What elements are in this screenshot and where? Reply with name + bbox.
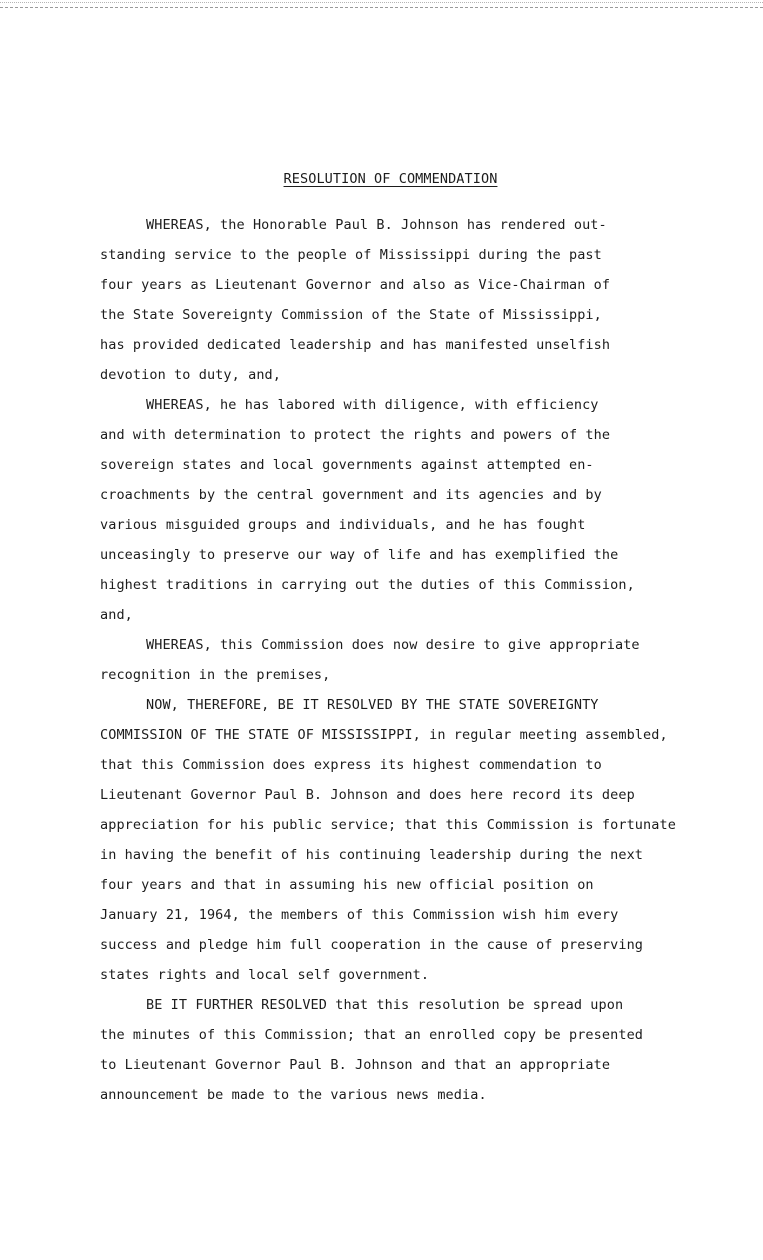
paragraph-now-therefore — [100, 690, 740, 990]
text-line: and, — [100, 607, 133, 623]
text-line: BE IT FURTHER RESOLVED that this resolution be spread upon — [146, 997, 624, 1013]
text-line: Lieutenant Governor Paul B. Johnson and does here record its deep — [100, 787, 635, 803]
text-line: four years and that in assuming his new official position on — [100, 877, 594, 893]
text-line: the minutes of this Commission; that an enrolled copy be presented — [100, 1027, 644, 1043]
paragraph-whereas-service — [100, 210, 740, 390]
paragraph-whereas-diligence — [100, 390, 740, 630]
text-line: WHEREAS, this Commission does now desire to give appropriate — [146, 637, 640, 653]
text-line: sovereign states and local governments against attempted en- — [100, 457, 594, 473]
text-line: recognition in the premises, — [100, 667, 331, 683]
text-line: NOW, THEREFORE, BE IT RESOLVED BY THE STATE SOVEREIGNTY — [146, 697, 599, 713]
paragraph-whereas-recognition — [100, 630, 740, 690]
text-line: unceasingly to preserve our way of life and has exemplified the — [100, 547, 619, 563]
document-title: RESOLUTION OF COMMENDATION — [283, 171, 498, 187]
text-line: devotion to duty, and, — [100, 367, 282, 383]
text-line: various misguided groups and individuals, and he has fought — [100, 517, 586, 533]
text-line: states rights and local self government. — [100, 967, 430, 983]
text-line: COMMISSION OF THE STATE OF MISSISSIPPI, in regular meeting assembled, — [100, 727, 668, 743]
text-line: in having the benefit of his continuing leadership during the next — [100, 847, 644, 863]
text-line: and with determination to protect the rights and powers of the — [100, 427, 611, 443]
text-line: appreciation for his public service; that this Commission is fortunate — [100, 817, 676, 833]
text-line: announcement be made to the various news media. — [100, 1087, 487, 1103]
text-line: success and pledge him full cooperation in the cause of preserving — [100, 937, 644, 953]
text-line: WHEREAS, he has labored with diligence, with efficiency — [146, 397, 599, 413]
text-line: standing service to the people of Mississippi during the past — [100, 247, 602, 263]
text-line: four years as Lieutenant Governor and also as Vice-Chairman of — [100, 277, 611, 293]
text-line: the State Sovereignty Commission of the State of Mississippi, — [100, 307, 602, 323]
text-line: has provided dedicated leadership and has manifested unselfish — [100, 337, 611, 353]
text-line: to Lieutenant Governor Paul B. Johnson and that an appropriate — [100, 1057, 611, 1073]
text-line: highest traditions in carrying out the duties of this Commission, — [100, 577, 635, 593]
text-line: croachments by the central government and its agencies and by — [100, 487, 602, 503]
paragraph-further-resolved — [100, 990, 740, 1110]
text-line: January 21, 1964, the members of this Commission wish him every — [100, 907, 619, 923]
resolution-body — [100, 210, 740, 1110]
text-line: WHEREAS, the Honorable Paul B. Johnson has rendered out- — [146, 217, 607, 233]
text-line: that this Commission does express its highest commendation to — [100, 757, 602, 773]
page-top-edge — [0, 0, 763, 8]
